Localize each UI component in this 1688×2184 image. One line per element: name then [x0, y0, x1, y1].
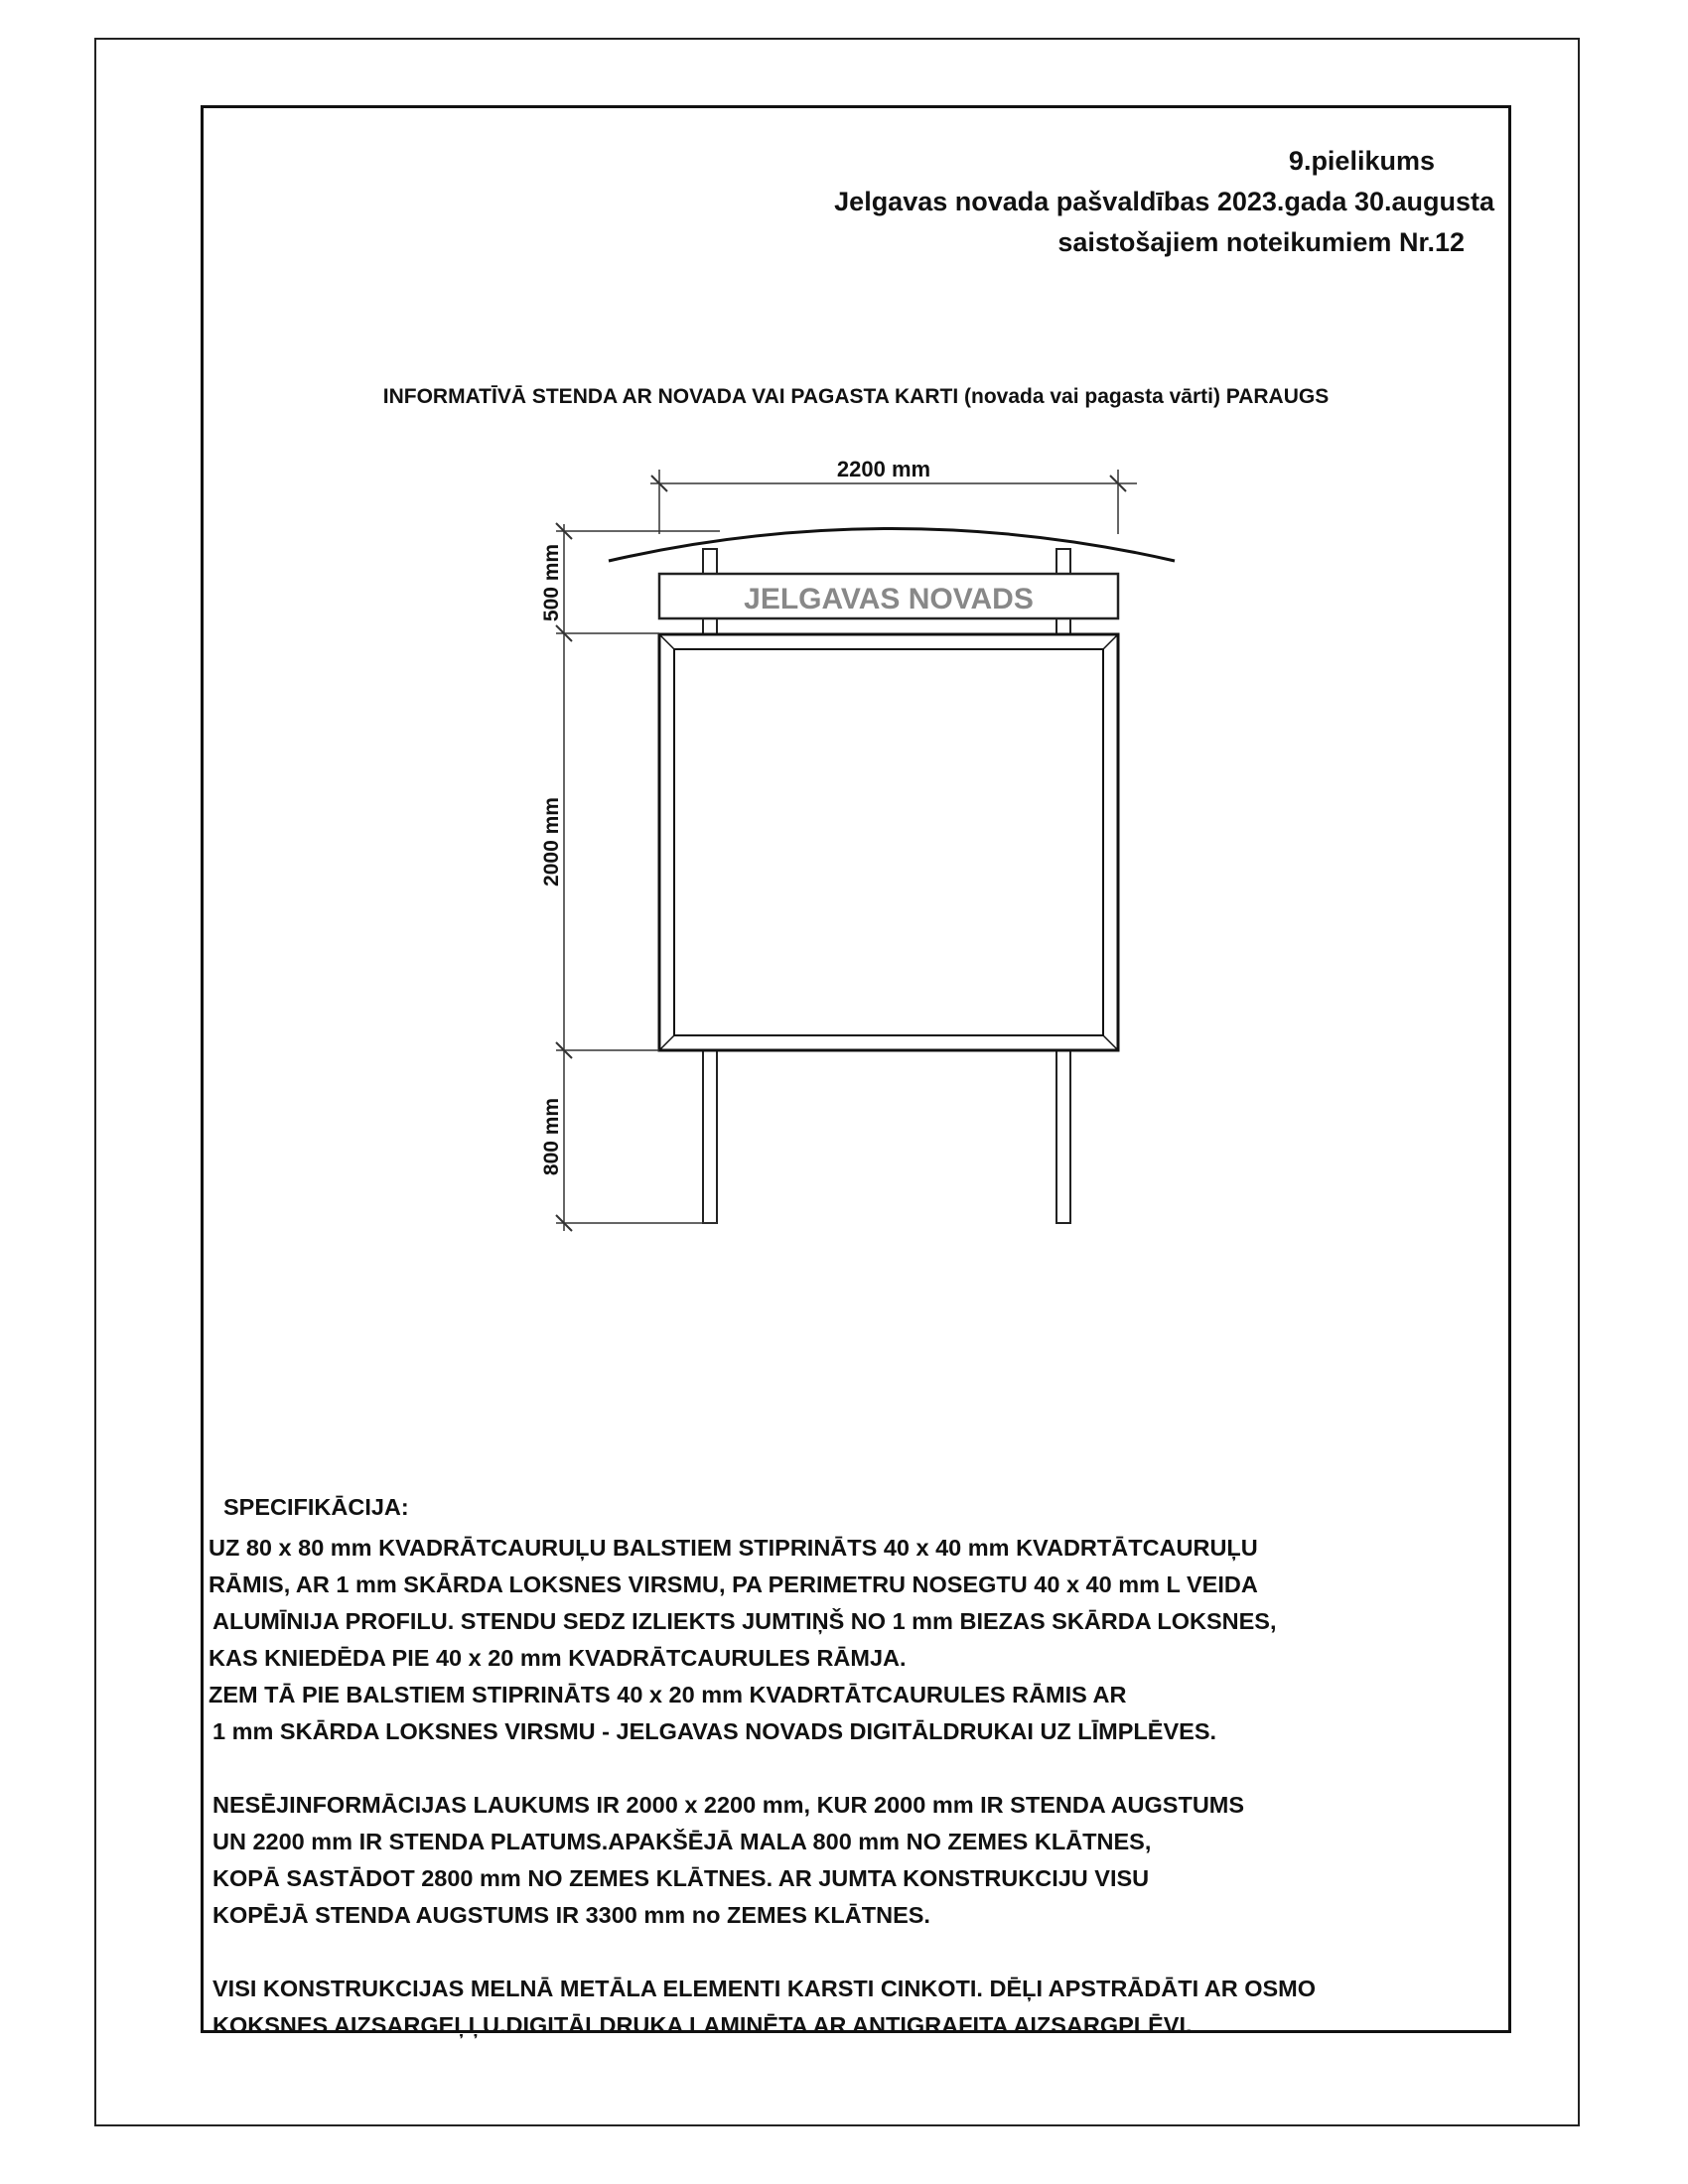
- spec-line: KOPĒJĀ STENDA AUGSTUMS IR 3300 mm no ZEMES KLĀTNES.: [212, 1902, 930, 1928]
- board-height-label: 2000 mm: [540, 797, 563, 887]
- right-post-upper: [1056, 549, 1070, 575]
- document-title: INFORMATĪVĀ STENDA AR NOVADA VAI PAGASTA KARTI (novada vai pagasta vārti) PARAUGS: [382, 385, 1330, 408]
- specification-heading: SPECIFIKĀCIJA:: [223, 1494, 409, 1520]
- spec-line: KOPĀ SASTĀDOT 2800 mm NO ZEMES KLĀTNES. AR JUMTA KONSTRUKCIJU VISU: [212, 1865, 1150, 1891]
- annex-regulation-number: saistošajiem noteikumiem Nr.12: [1057, 227, 1465, 257]
- annex-regulation-date: Jelgavas novada pašvaldības 2023.gada 30.augusta: [834, 187, 1494, 216]
- roof-height-label: 500 mm: [540, 543, 563, 622]
- annex-number: 9.pielikums: [1288, 146, 1435, 176]
- spec-line: KOKSNES AIZSARGEĻĻU.DIGITĀLDRUKA LAMINĒTA AR ANTIGRAFITA AIZSARGPLĒVI.: [212, 2012, 1193, 2038]
- left-post-upper: [703, 549, 717, 575]
- right-post: [1056, 1050, 1070, 1223]
- spec-line: RĀMIS, AR 1 mm SKĀRDA LOKSNES VIRSMU, PA PERIMETRU NOSEGTU 40 x 40 mm L VEIDA: [209, 1571, 1258, 1597]
- spec-line: UN 2200 mm IR STENDA PLATUMS.APAKŠĒJĀ MALA 800 mm NO ZEMES KLĀTNES,: [212, 1829, 1152, 1854]
- spec-line: ZEM TĀ PIE BALSTIEM STIPRINĀTS 40 x 20 mm KVADRTĀTCAURULES RĀMIS AR: [209, 1682, 1127, 1707]
- left-post-mid: [703, 618, 717, 634]
- spec-line: 1 mm SKĀRDA LOKSNES VIRSMU - JELGAVAS NOVADS DIGITĀLDRUKAI UZ LĪMPLĒVES.: [212, 1718, 1217, 1744]
- spec-line: UZ 80 x 80 mm KVADRĀTCAURUĻU BALSTIEM STIPRINĀTS 40 x 40 mm KVADRTĀTCAURUĻU: [209, 1535, 1258, 1561]
- spec-line: VISI KONSTRUKCIJAS MELNĀ METĀLA ELEMENTI KARSTI CINKOTI. DĒĻI APSTRĀDĀTI AR OSMO: [212, 1976, 1317, 2001]
- spec-line: KAS KNIEDĒDA PIE 40 x 20 mm KVADRĀTCAURULES RĀMJA.: [209, 1645, 907, 1671]
- legs-height-label: 800 mm: [540, 1097, 563, 1176]
- board-inner-panel: [674, 649, 1103, 1035]
- spec-line: ALUMĪNIJA PROFILU. STENDU SEDZ IZLIEKTS JUMTIŅŠ NO 1 mm BIEZAS SKĀRDA LOKSNES,: [212, 1608, 1277, 1634]
- right-post-mid: [1056, 618, 1070, 634]
- curved-roof: [609, 529, 1175, 562]
- annex-header: [834, 141, 1494, 263]
- specification-section: [209, 1489, 1499, 2044]
- width-dimension-label: 2200 mm: [836, 457, 931, 481]
- name-sign-text: JELGAVAS NOVADS: [744, 583, 1034, 615]
- spec-line: NESĒJINFORMĀCIJAS LAUKUMS IR 2000 x 2200 mm, KUR 2000 mm IR STENDA AUGSTUMS: [212, 1792, 1245, 1818]
- stand-drawing: [526, 452, 1182, 1246]
- left-post: [703, 1050, 717, 1223]
